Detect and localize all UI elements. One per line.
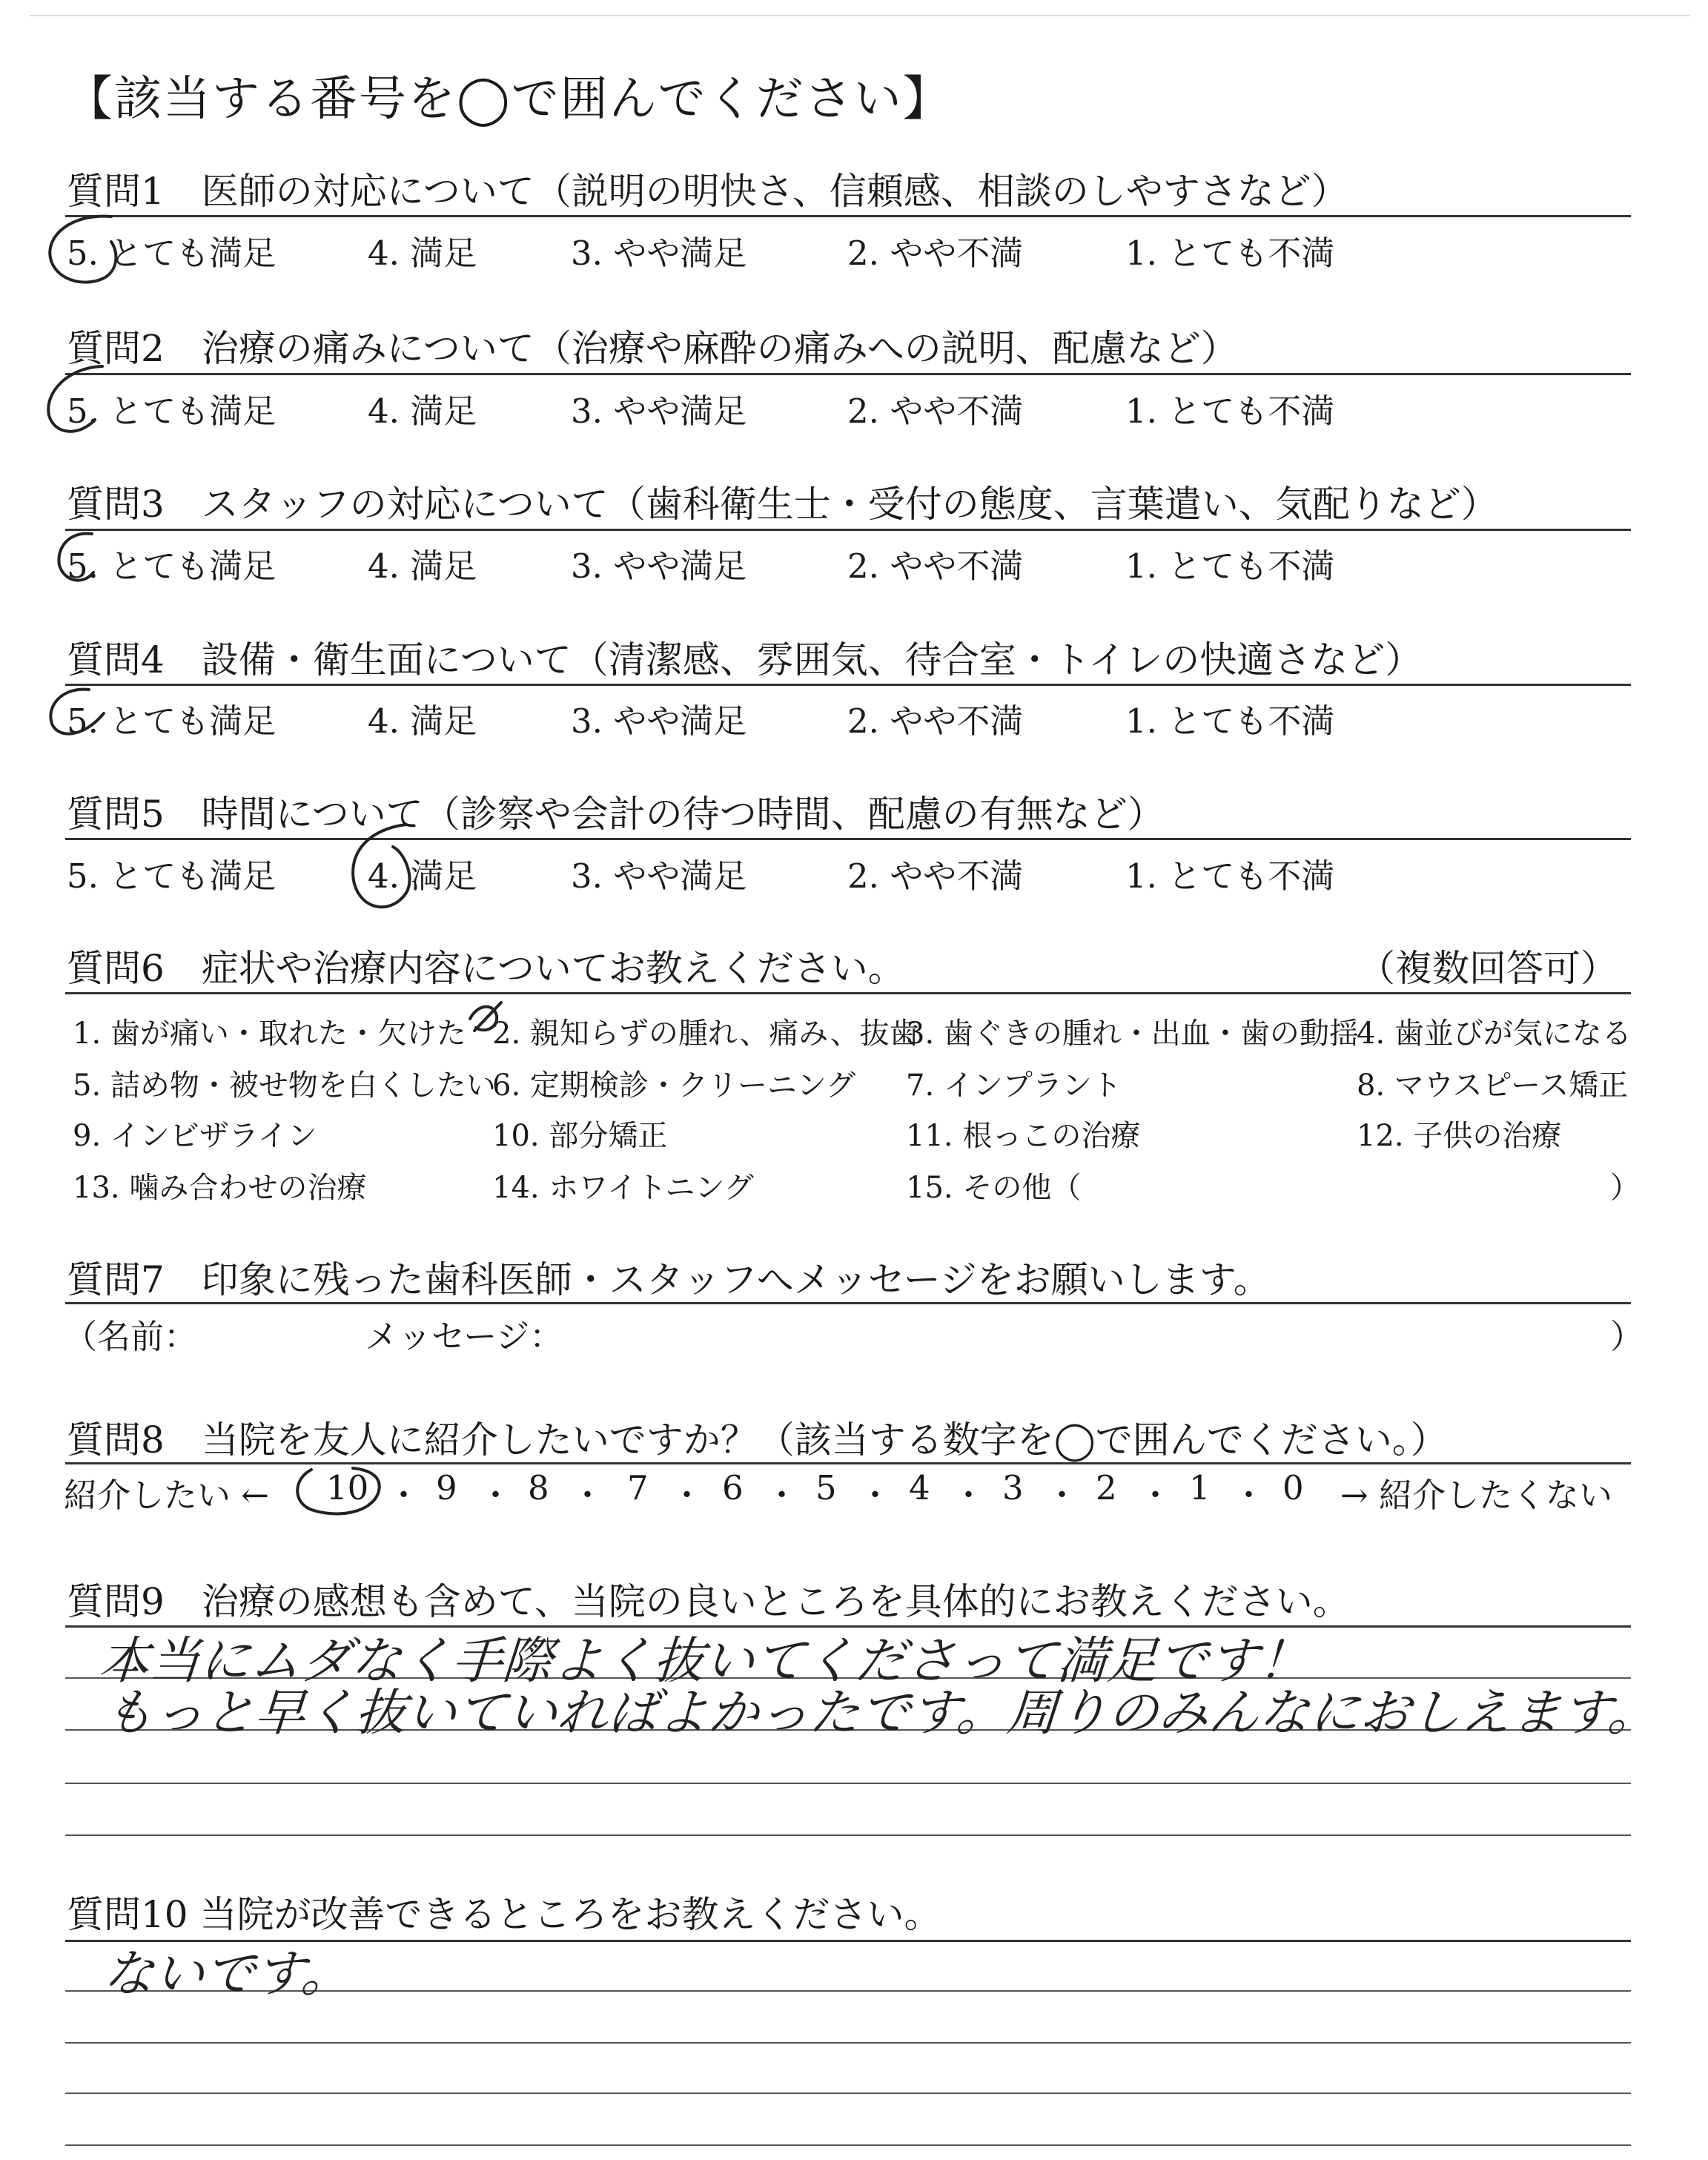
question-7-rule [65,1302,1631,1304]
q1-option-4[interactable]: 4. 満足 [368,234,477,273]
q6-item-13[interactable]: 13. 噛み合わせの治療 [73,1171,367,1205]
q3-option-5[interactable]: 5. とても満足 [67,546,277,586]
q10-handwritten-line-1: ないです。 [101,1945,354,2004]
q6-item-10[interactable]: 10. 部分矯正 [492,1119,668,1153]
q3-option-3[interactable]: 3. やや満足 [571,546,747,586]
q6-item-15[interactable]: 15. その他（ [906,1171,1082,1205]
q1-option-1[interactable]: 1. とても不満 [1125,234,1335,273]
q10-line-4 [65,2093,1631,2094]
question-6-rule [65,992,1631,994]
q3-option-1[interactable]: 1. とても不満 [1125,546,1335,586]
q6-item-2[interactable]: 2. 親知らずの腫れ、痛み、抜歯 [492,1017,919,1051]
q8-right-label: → 紹介したくない [1340,1476,1613,1515]
q10-line-3 [65,2042,1631,2044]
q5-option-3[interactable]: 3. やや満足 [571,856,747,896]
q6-item-14[interactable]: 14. ホワイトニング [492,1171,754,1205]
q4-option-3[interactable]: 3. やや満足 [571,701,747,741]
q3-option-4[interactable]: 4. 満足 [368,546,477,586]
q4-option-1[interactable]: 1. とても不満 [1125,701,1335,741]
q7-name-label: （名前： [64,1317,198,1356]
question-4-rule [65,684,1631,686]
question-5-title: 質問5 時間について（診察や会計の待つ時間、配慮の有無など） [67,793,1165,836]
q8-scale-1[interactable]: 1 [1189,1468,1211,1507]
q8-scale-7[interactable]: 7 [627,1468,649,1507]
q9-line-4 [65,1783,1631,1784]
q9-handwritten-line-1: 本当にムダなく手際よく抜いてくださって満足です！ [96,1632,1311,1691]
q8-separator: ・ [571,1476,605,1515]
q8-scale-2[interactable]: 2 [1096,1468,1117,1507]
question-8-title: 質問8 当院を友人に紹介したいですか？（該当する数字を◯で囲んでください。） [67,1418,1448,1462]
q8-scale-9[interactable]: 9 [436,1468,457,1507]
q6-item-12[interactable]: 12. 子供の治療 [1357,1119,1562,1153]
q8-separator: ・ [765,1476,799,1515]
q3-option-2[interactable]: 2. やや不満 [847,546,1024,586]
question-5-rule [65,838,1631,840]
q8-scale-10[interactable]: 10 [326,1468,369,1507]
question-2-title: 質問2 治療の痛みについて（治療や麻酔の痛みへの説明、配慮など） [67,327,1238,370]
q6-item-9[interactable]: 9. インビザライン [73,1119,317,1153]
q6-item-5[interactable]: 5. 詰め物・被せ物を白くしたい [73,1069,496,1103]
q2-option-5[interactable]: 5. とても満足 [67,392,277,431]
q9-line-5 [65,1834,1631,1836]
q8-scale-6[interactable]: 6 [722,1468,744,1507]
q10-line-5 [65,2144,1631,2146]
question-3-rule [65,529,1631,531]
q2-option-3[interactable]: 3. やや満足 [571,392,747,431]
q5-option-2[interactable]: 2. やや不満 [847,856,1024,896]
q8-separator: ・ [670,1476,704,1515]
q2-option-1[interactable]: 1. とても不満 [1125,392,1335,431]
q2-option-4[interactable]: 4. 満足 [368,392,477,431]
q5-option-5[interactable]: 5. とても満足 [67,856,277,896]
q9-handwritten-line-2: もっと早く抜いていればよかったです。周りのみんなにおしえます。 [101,1684,1661,1743]
q8-separator: ・ [1139,1476,1173,1515]
q8-scale-4[interactable]: 4 [909,1468,930,1507]
q8-scale-0[interactable]: 0 [1282,1468,1304,1507]
q8-separator: ・ [858,1476,893,1515]
q6-item-4[interactable]: 4. 歯並びが気になる [1357,1017,1632,1051]
q8-scale-5[interactable]: 5 [815,1468,837,1507]
q8-scale-3[interactable]: 3 [1002,1468,1024,1507]
question-9-title: 質問9 治療の感想も含めて、当院の良いところを具体的にお教えください。 [67,1580,1350,1623]
q6-other-close-paren: ） [1610,1171,1640,1205]
q8-separator: ・ [479,1476,513,1515]
question-7-title: 質問7 印象に残った歯科医師・スタッフへメッセージをお願いします。 [67,1258,1271,1301]
q6-item-11[interactable]: 11. 根っこの治療 [906,1119,1141,1153]
question-1-rule [65,215,1631,217]
q2-option-2[interactable]: 2. やや不満 [847,392,1024,431]
q4-option-4[interactable]: 4. 満足 [368,701,477,741]
q6-item-1[interactable]: 1. 歯が痛い・取れた・欠けた [73,1017,466,1051]
q6-item-6[interactable]: 6. 定期検診・クリーニング [492,1069,856,1103]
page-top-border [30,15,1690,16]
q8-left-label: 紹介したい ← [64,1476,270,1515]
q7-close-paren: ） [1610,1317,1644,1356]
question-8-rule [65,1462,1631,1464]
q6-item-3[interactable]: 3. 歯ぐきの腫れ・出血・歯の動揺 [906,1017,1359,1051]
q8-separator: ・ [952,1476,986,1515]
q6-item-8[interactable]: 8. マウスピース矯正 [1357,1069,1629,1103]
q4-option-5[interactable]: 5. とても満足 [67,701,277,741]
question-6-title: 質問6 症状や治療内容についてお教えください。 [67,947,905,990]
q1-option-3[interactable]: 3. やや満足 [571,234,747,273]
q8-separator: ・ [387,1476,421,1515]
question-10-title: 質問10 当院が改善できるところをお教えください。 [67,1893,941,1936]
q6-item-7[interactable]: 7. インプラント [906,1069,1122,1103]
instruction-title: 【該当する番号を◯で囲んでください】 [65,72,952,127]
q5-option-4[interactable]: 4. 満足 [368,856,477,896]
q7-message-label: メッセージ： [365,1317,563,1356]
question-1-title: 質問1 医師の対応について（説明の明快さ、信頼感、相談のしやすさなど） [67,170,1348,213]
q5-option-1[interactable]: 1. とても不満 [1125,856,1335,896]
question-4-title: 質問4 設備・衛生面について（清潔感、雰囲気、待合室・トイレの快適さなど） [67,638,1423,681]
q4-option-2[interactable]: 2. やや不満 [847,701,1024,741]
question-6-note: （複数回答可） [1358,947,1618,990]
question-2-rule [65,373,1631,375]
q8-scale-8[interactable]: 8 [528,1468,549,1507]
q1-option-5[interactable]: 5. とても満足 [67,234,277,273]
question-3-title: 質問3 スタッフの対応について（歯科衛生士・受付の態度、言葉遣い、気配りなど） [67,483,1498,526]
q1-option-2[interactable]: 2. やや不満 [847,234,1024,273]
q8-separator: ・ [1045,1476,1079,1515]
q8-separator: ・ [1232,1476,1266,1515]
